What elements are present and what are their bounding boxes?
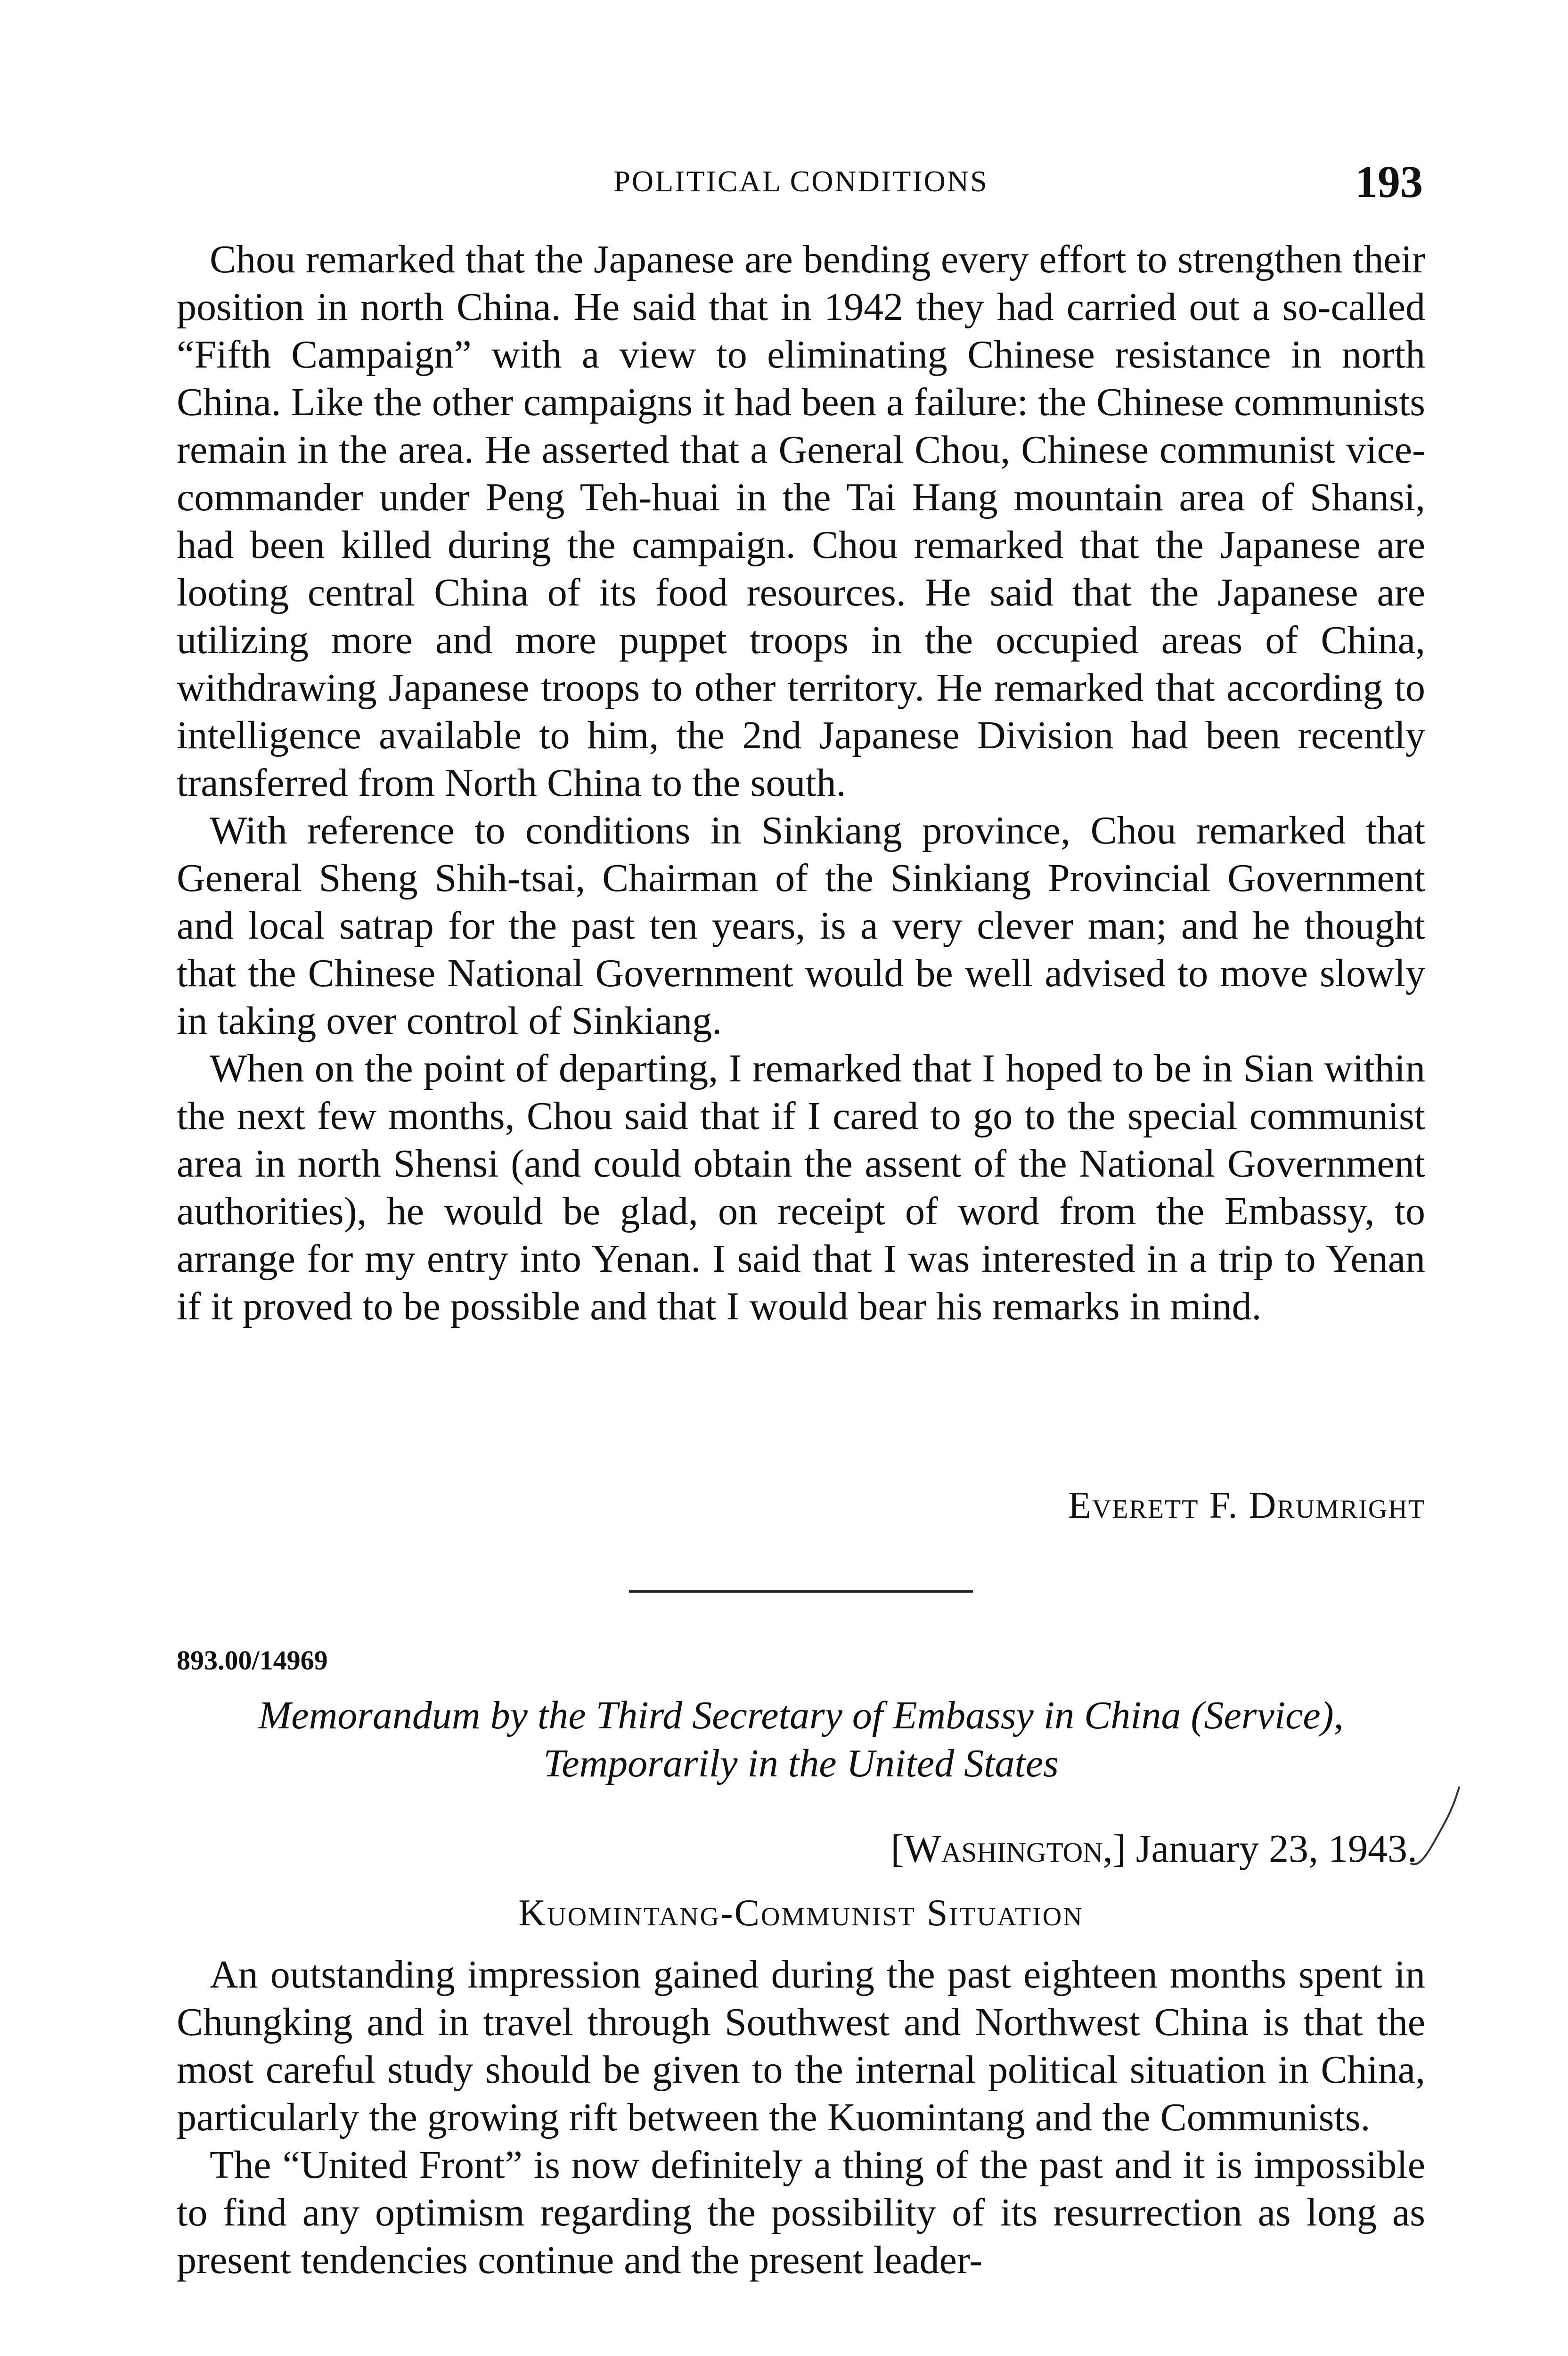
paragraph-outstanding-impression: An outstanding impression gained during the past eighteen months spent in Chungking and in travel through Southwest and Northwest China is that the most careful study should be given to the internal political situation in China, particularly the growing rift between the Kuomintang and the Communists. — [177, 1953, 1425, 2139]
memo-title-line-2: Temporarily in the United States — [543, 1742, 1059, 1785]
section-divider — [629, 1590, 973, 1593]
paragraph-japanese-campaign: Chou remarked that the Japanese are bending every effort to strengthen their position in north China. He said that in 1942 they had carried out a so-called “Fifth Campaign” with a view to eliminating Chinese resistance in north China. Like the other campaigns it had been a failure: the Chinese communists remain in the area. He asserted that a General Chou, Chinese communist vice-commander under Peng Teh-huai in the Tai Hang mountain area of Shansi, had been killed during the campaign. Chou remarked that the Japanese are looting central China of its food resources. He said that the Japanese are utilizing more and more puppet troops in the occupied areas of China, withdrawing Japanese troops to other territory. He remarked that according to intelligence available to him, the 2nd Japanese Division had been recently transferred from North China to the south. — [177, 237, 1425, 805]
dateline-place: [Washington,] — [890, 1827, 1126, 1871]
page-header — [179, 155, 1423, 207]
handwritten-check-mark-icon — [1406, 1783, 1463, 1873]
memo-title — [177, 1692, 1425, 1788]
dateline-date: January 23, 1943. — [1135, 1827, 1417, 1871]
running-head: POLITICAL CONDITIONS — [613, 164, 988, 198]
memo-title-line-1: Memorandum by the Third Secretary of Embassy in China (Service), — [258, 1693, 1344, 1737]
paragraph-united-front: The “United Front” is now definitely a thing of the past and it is impossible to find any optimism regarding the possibility of its resurrection as long as present tendencies continue and the present leader- — [177, 2143, 1425, 2282]
signature: Everett F. Drumright — [1068, 1485, 1425, 1526]
paragraph-yenan-trip: When on the point of departing, I remarked that I hoped to be in Sian within the next few months, Chou said that if I cared to go to the special communist area in north Shensi (and could obtain the assent of the National Government authorities), he would be glad, on receipt of word from the Embassy, to arrange for my entry into Yenan. I said that I was interested in a trip to Yenan if it proved to be possible and that I would bear his remarks in mind. — [177, 1047, 1425, 1328]
dateline — [890, 1826, 1417, 1872]
page-number: 193 — [1355, 156, 1423, 207]
section-heading: Kuomintang-Communist Situation — [518, 1892, 1084, 1934]
paragraph-sinkiang: With reference to conditions in Sinkiang province, Chou remarked that General Sheng Shih-tsai, Chairman of the Sinkiang Provincial Government and local satrap for the past ten years, is a very clever man; and he thought that the Chinese National Government would be well advised to move slowly in taking over control of Sinkiang. — [177, 809, 1425, 1043]
bottom-text-block — [177, 1951, 1425, 2284]
file-number: 893.00/14969 — [177, 1645, 328, 1676]
top-text-block — [177, 236, 1425, 1330]
